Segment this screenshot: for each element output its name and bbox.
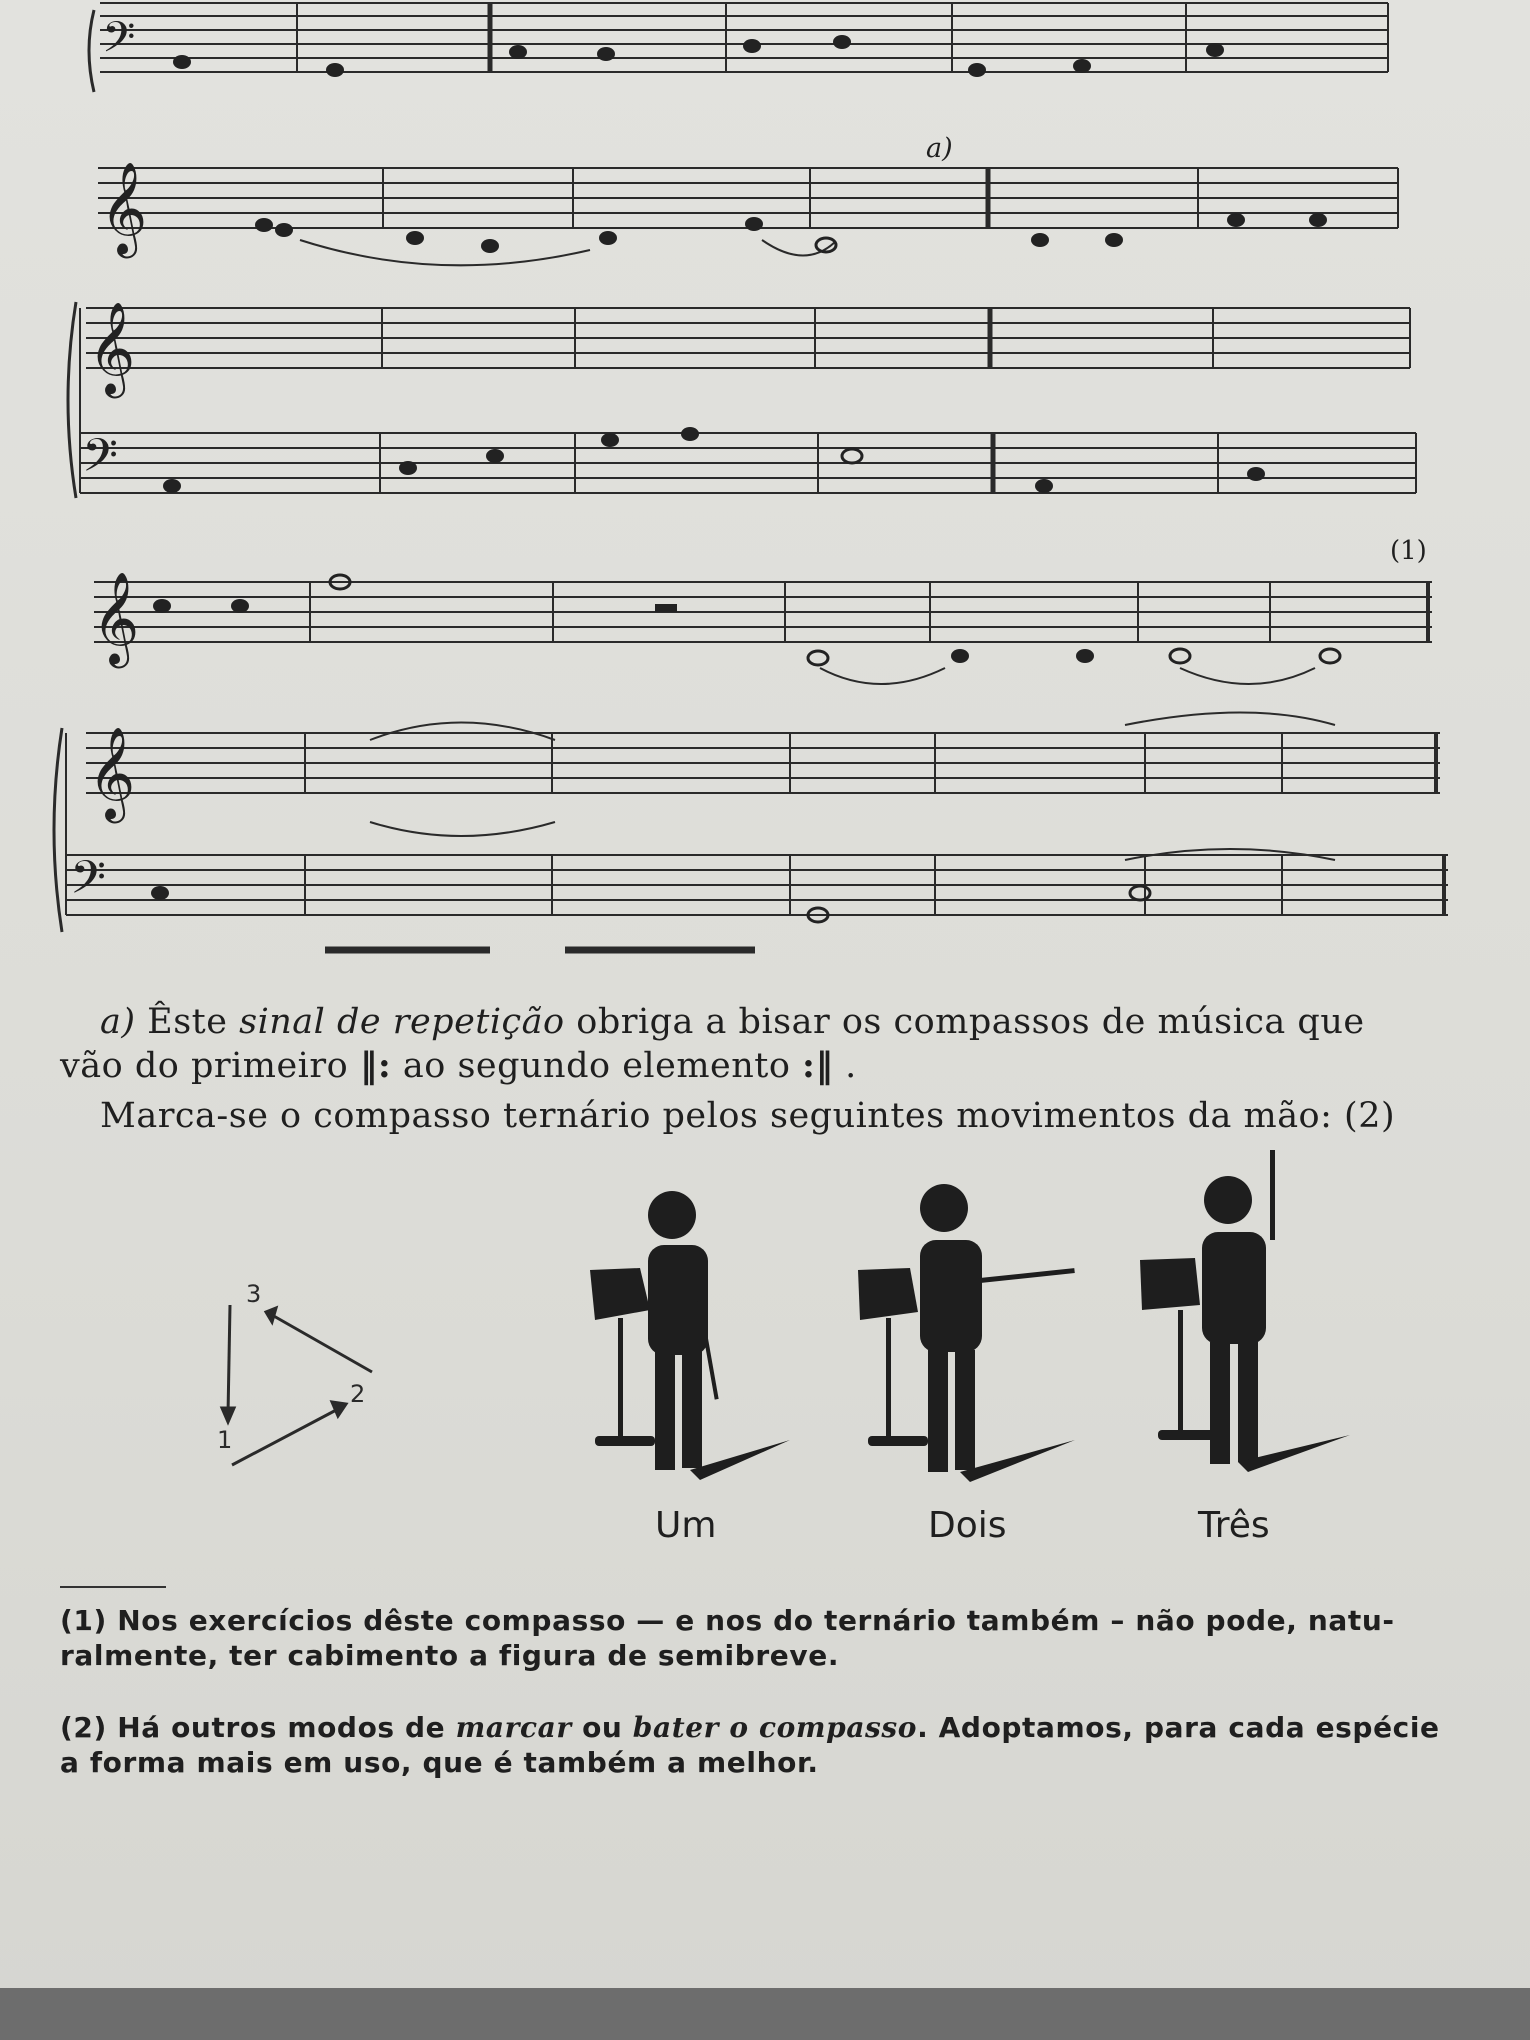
note-line2-pre: vão do primeiro	[60, 1046, 349, 1086]
footnote-2-pre: (2) Há outros modos de	[60, 1711, 446, 1744]
footnote-divider	[60, 1586, 166, 1588]
note-marker: a)	[100, 1002, 136, 1042]
note-post: obriga a bisar os compassos de música que	[576, 1002, 1365, 1042]
caption-um: Um	[655, 1505, 717, 1546]
boy-conductor-1	[590, 1191, 790, 1480]
svg-text:𝄢: 𝄢	[70, 851, 107, 916]
footnote-1-line1: (1) Nos exercícios dêste compasso — e nos do ternário também – não pode, natu-	[60, 1604, 1395, 1637]
system2-melody-staff	[94, 582, 1432, 684]
diagram-label-2: 2	[350, 1380, 366, 1408]
system1-melody-staff	[98, 168, 1398, 265]
repeat-sign-note-line2	[60, 1044, 1460, 1088]
note-pre: Êste	[147, 1002, 228, 1042]
diagram-label-3: 3	[246, 1280, 262, 1308]
page-bottom-edge	[0, 1988, 1530, 2040]
footnote-2-line1	[60, 1710, 1500, 1745]
boy-conductor-3	[1140, 1150, 1350, 1472]
top-bass-staff	[89, 3, 1388, 92]
volta-label: a)	[926, 133, 953, 164]
svg-text:𝄢: 𝄢	[82, 429, 119, 494]
footnote-2-term1: marcar	[455, 1711, 572, 1744]
footnote-2-mid: ou	[582, 1711, 623, 1744]
sheet-music	[0, 0, 1530, 980]
svg-text:𝄞: 𝄞	[100, 161, 148, 254]
system2-piano-treble	[86, 713, 1440, 837]
ternary-intro: Marca-se o compasso ternário pelos seguintes movimentos da mão: (2)	[100, 1096, 1396, 1136]
conducting-figure	[0, 1150, 1530, 1570]
system2-piano-bass	[54, 728, 1448, 950]
note-line2-mid: ao segundo elemento	[402, 1046, 791, 1086]
boy-conductor-2	[858, 1184, 1075, 1482]
footnote-2-post: . Adoptamos, para cada espécie	[917, 1711, 1440, 1744]
footnote-1	[60, 1603, 1500, 1673]
footnote-ref-1: (1)	[1390, 536, 1427, 566]
repeat-start-sign: ‖:	[359, 1045, 392, 1086]
footnote-2-line2: a forma mais em uso, que é também a melhor.	[60, 1746, 819, 1779]
note-line2-end: .	[845, 1046, 857, 1086]
diagram-label-1: 1	[217, 1426, 233, 1454]
footnote-2-term2: bater o compasso	[632, 1711, 918, 1744]
repeat-sign-note-line1	[100, 1000, 1460, 1044]
caption-tres: Três	[1198, 1505, 1270, 1546]
caption-dois: Dois	[928, 1505, 1007, 1546]
footnote-1-line2: ralmente, ter cabimento a figura de semibreve.	[60, 1639, 840, 1672]
svg-text:𝄞: 𝄞	[88, 726, 136, 819]
note-term: sinal de repetição	[239, 1002, 565, 1042]
svg-text:𝄢: 𝄢	[102, 13, 136, 73]
svg-text:𝄞: 𝄞	[88, 301, 136, 394]
footnote-2	[60, 1710, 1500, 1780]
svg-text:𝄞: 𝄞	[92, 571, 140, 664]
repeat-end-sign: :‖	[802, 1045, 834, 1086]
system1-piano-treble	[86, 308, 1410, 368]
